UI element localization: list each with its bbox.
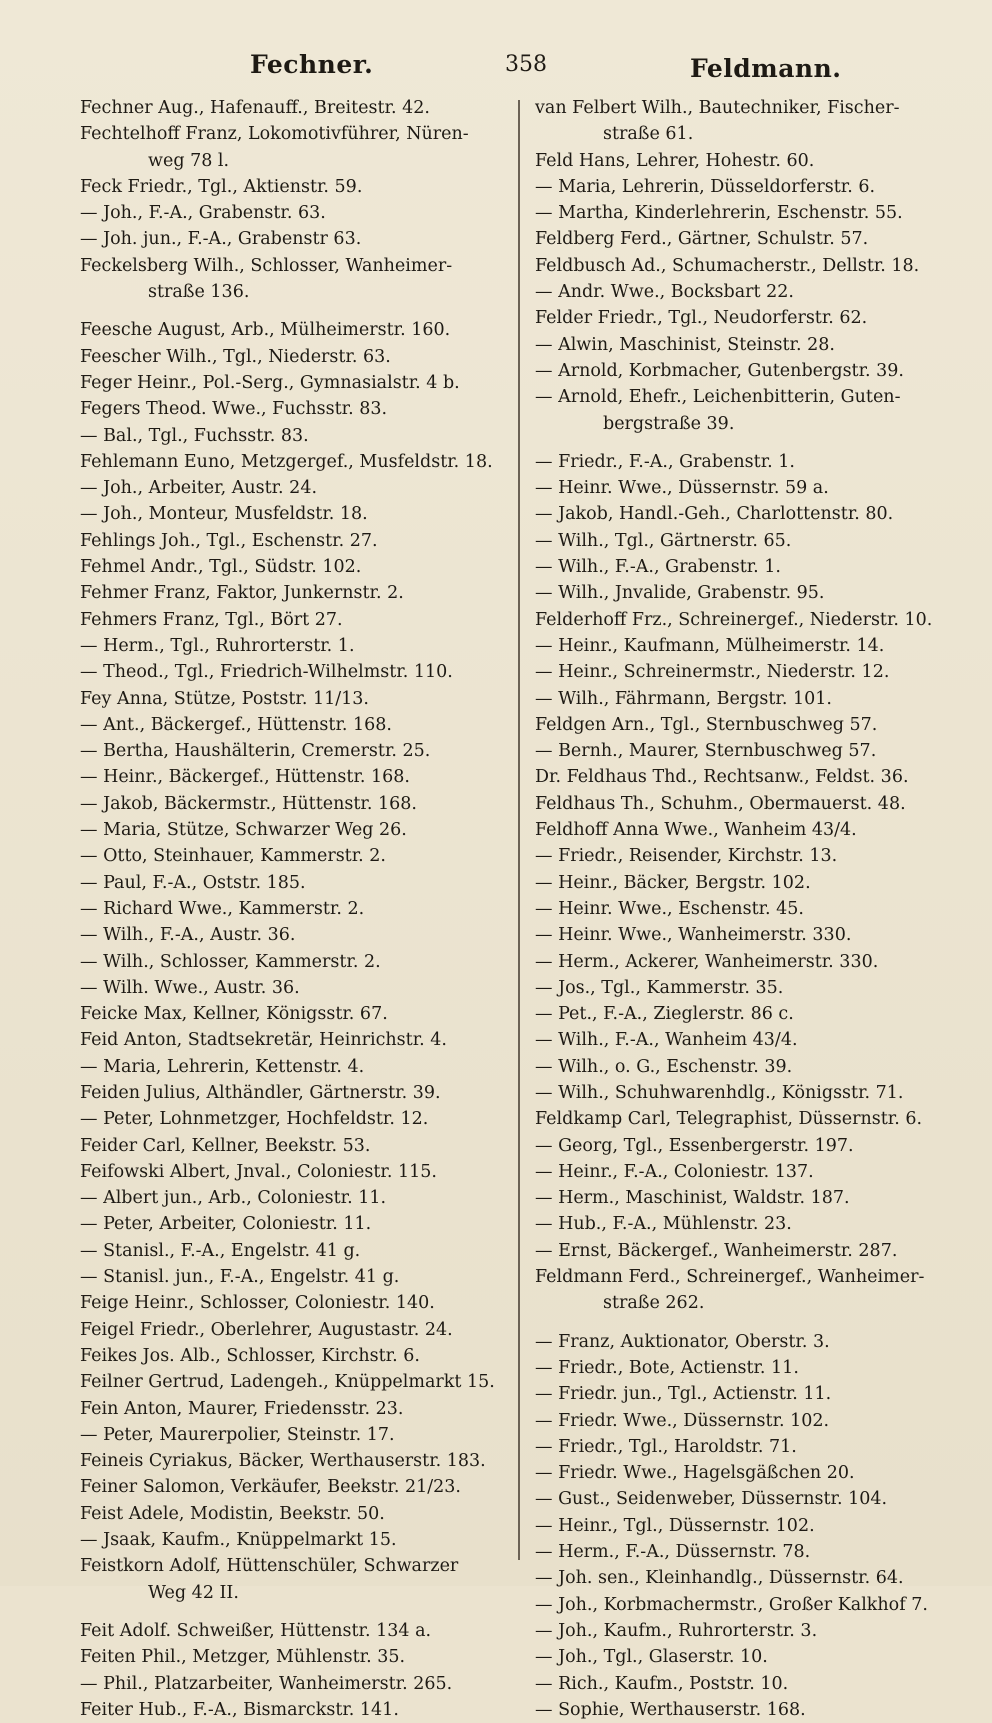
directory-entry: — Joh., Arbeiter, Austr. 24. bbox=[80, 478, 318, 499]
directory-entry: Felder Friedr., Tgl., Neudorferstr. 62. bbox=[535, 308, 868, 329]
directory-entry: Fehlings Joh., Tgl., Eschenstr. 27. bbox=[80, 530, 378, 551]
directory-entry-continuation: weg 78 l. bbox=[148, 150, 230, 171]
directory-entry: — Arnold, Korbmacher, Gutenbergstr. 39. bbox=[535, 360, 904, 381]
directory-entry: — Joh., Monteur, Musfeldstr. 18. bbox=[80, 504, 368, 525]
directory-entry: — Friedr., Tgl., Haroldstr. 71. bbox=[535, 1436, 797, 1457]
directory-entry-continuation: Weg 42 II. bbox=[148, 1582, 239, 1603]
directory-entry: Fein Anton, Maurer, Friedensstr. 23. bbox=[80, 1398, 404, 1419]
directory-entry: Feilner Gertrud, Ladengeh., Knüppelmarkt 15. bbox=[80, 1372, 495, 1393]
directory-entry: Feit Adolf. Schweißer, Hüttenstr. 134 a. bbox=[80, 1620, 432, 1641]
directory-entry: — Maria, Lehrerin, Düsseldorferstr. 6. bbox=[535, 176, 876, 197]
directory-entry: — Joh. sen., Kleinhandlg., Düssernstr. 64. bbox=[535, 1568, 904, 1589]
directory-entry: — Georg, Tgl., Essenbergerstr. 197. bbox=[535, 1135, 854, 1156]
directory-entry: — Bernh., Maurer, Sternbuschweg 57. bbox=[535, 741, 877, 762]
directory-entry: — Herm., Tgl., Ruhrorterstr. 1. bbox=[80, 635, 355, 656]
directory-entry: — Jakob, Bäckermstr., Hüttenstr. 168. bbox=[80, 793, 417, 814]
directory-entry: Feikes Jos. Alb., Schlosser, Kirchstr. 6. bbox=[80, 1345, 420, 1366]
directory-entry: — Ernst, Bäckergef., Wanheimerstr. 287. bbox=[535, 1240, 898, 1261]
right-column bbox=[535, 95, 967, 1720]
directory-entry: Feid Anton, Stadtsekretär, Heinrichstr. 4. bbox=[80, 1030, 447, 1051]
directory-entry: Feldmann Ferd., Schreinergef., Wanheimer- bbox=[535, 1267, 925, 1288]
directory-entry: — Heinr., Tgl., Düssernstr. 102. bbox=[535, 1515, 815, 1536]
directory-entry: Feesche August, Arb., Mülheimerstr. 160. bbox=[80, 320, 451, 341]
directory-entry: van Felbert Wilh., Bautechniker, Fischer- bbox=[535, 98, 900, 118]
directory-entry: — Jos., Tgl., Kammerstr. 35. bbox=[535, 977, 784, 998]
directory-entry: — Heinr. Wwe., Wanheimerstr. 330. bbox=[535, 925, 852, 946]
directory-entry: — Wilh., Jnvalide, Grabenstr. 95. bbox=[535, 583, 825, 604]
directory-entry: Fehmers Franz, Tgl., Bört 27. bbox=[80, 609, 343, 630]
header-left-keyword: Fechner. bbox=[250, 50, 374, 79]
directory-entry: Feld Hans, Lehrer, Hohestr. 60. bbox=[535, 150, 815, 171]
directory-entry: — Franz, Auktionator, Oberstr. 3. bbox=[535, 1331, 830, 1352]
directory-entry: — Herm., Ackerer, Wanheimerstr. 330. bbox=[535, 951, 879, 972]
directory-entry: — Bal., Tgl., Fuchsstr. 83. bbox=[80, 425, 309, 446]
directory-entry: — Friedr., F.-A., Grabenstr. 1. bbox=[535, 451, 795, 472]
directory-entry-continuation: straße 136. bbox=[148, 282, 250, 303]
entry-gap bbox=[80, 1606, 512, 1618]
directory-entry: — Peter, Lohnmetzger, Hochfeldstr. 12. bbox=[80, 1109, 429, 1130]
directory-entry: — Pet., F.-A., Zieglerstr. 86 c. bbox=[535, 1004, 794, 1025]
directory-entry: Feicke Max, Kellner, Königsstr. 67. bbox=[80, 1004, 388, 1025]
entry-gap bbox=[535, 437, 967, 449]
directory-entry: — Rich., Kaufm., Poststr. 10. bbox=[535, 1673, 789, 1694]
directory-entry: — Jsaak, Kaufm., Knüppelmarkt 15. bbox=[80, 1530, 397, 1551]
directory-entry: — Stanisl. jun., F.-A., Engelstr. 41 g. bbox=[80, 1267, 400, 1288]
directory-entry: Feiden Julius, Althändler, Gärtnerstr. 39. bbox=[80, 1082, 441, 1103]
directory-entry: — Phil., Platzarbeiter, Wanheimerstr. 265. bbox=[80, 1673, 453, 1694]
directory-entry: Feiter Hub., F.-A., Bismarckstr. 141. bbox=[80, 1699, 399, 1720]
directory-entry: — Joh., Tgl., Glaserstr. 10. bbox=[535, 1647, 768, 1668]
directory-entry: Feldbusch Ad., Schumacherstr., Dellstr. 18. bbox=[535, 255, 920, 276]
directory-entry: Felderhoff Frz., Schreinergef., Niederstr. 10. bbox=[535, 609, 933, 630]
directory-entry: — Wilh. Wwe., Austr. 36. bbox=[80, 977, 300, 998]
directory-entry: — Gust., Seidenweber, Düssernstr. 104. bbox=[535, 1489, 888, 1510]
directory-entry: — Andr. Wwe., Bocksbart 22. bbox=[535, 282, 794, 303]
directory-entry: Feigel Friedr., Oberlehrer, Augustastr. 24. bbox=[80, 1319, 453, 1340]
directory-entry: — Heinr. Wwe., Düssernstr. 59 a. bbox=[535, 478, 829, 499]
directory-entry: Fechtelhoff Franz, Lokomotivführer, Nüren- bbox=[80, 124, 469, 145]
directory-entry: Feldhoff Anna Wwe., Wanheim 43/4. bbox=[535, 820, 857, 841]
directory-entry: — Stanisl., F.-A., Engelstr. 41 g. bbox=[80, 1240, 361, 1261]
directory-entry: Feldkamp Carl, Telegraphist, Düssernstr. 6. bbox=[535, 1109, 923, 1130]
directory-entry: — Paul, F.-A., Oststr. 185. bbox=[80, 872, 306, 893]
directory-entry: — Maria, Lehrerin, Kettenstr. 4. bbox=[80, 1056, 365, 1077]
directory-entry-continuation: straße 262. bbox=[603, 1293, 705, 1314]
directory-entry: — Heinr. Wwe., Eschenstr. 45. bbox=[535, 898, 804, 919]
directory-entry: Feldgen Arn., Tgl., Sternbuschweg 57. bbox=[535, 714, 878, 735]
directory-entry: — Theod., Tgl., Friedrich-Wilhelmstr. 110. bbox=[80, 662, 453, 683]
directory-entry: Fehlemann Euno, Metzgergef., Musfeldstr. 18. bbox=[80, 451, 493, 472]
directory-entry: — Heinr., Schreinermstr., Niederstr. 12. bbox=[535, 662, 890, 683]
directory-entry: — Wilh., F.-A., Wanheim 43/4. bbox=[535, 1030, 798, 1051]
directory-entry: Feider Carl, Kellner, Beekstr. 53. bbox=[80, 1135, 371, 1156]
directory-entry: Feiner Salomon, Verkäufer, Beekstr. 21/23. bbox=[80, 1477, 461, 1498]
directory-entry: — Peter, Arbeiter, Coloniestr. 11. bbox=[80, 1214, 372, 1235]
directory-entry: — Joh., Korbmachermstr., Großer Kalkhof 7. bbox=[535, 1594, 928, 1615]
directory-entry: — Hub., F.-A., Mühlenstr. 23. bbox=[535, 1214, 792, 1235]
directory-entry: Fehmer Franz, Faktor, Junkernstr. 2. bbox=[80, 583, 404, 604]
directory-entry: — Friedr., Reisender, Kirchstr. 13. bbox=[535, 846, 838, 867]
directory-entry: Feckelsberg Wilh., Schlosser, Wanheimer- bbox=[80, 255, 453, 276]
directory-entry: — Friedr. jun., Tgl., Actienstr. 11. bbox=[535, 1384, 832, 1405]
directory-entry: — Heinr., Bäckergef., Hüttenstr. 168. bbox=[80, 767, 410, 788]
directory-entry-continuation: straße 61. bbox=[603, 124, 694, 145]
directory-entry: — Heinr., F.-A., Coloniestr. 137. bbox=[535, 1161, 814, 1182]
directory-entry: — Richard Wwe., Kammerstr. 2. bbox=[80, 898, 365, 919]
directory-entry: Feldberg Ferd., Gärtner, Schulstr. 57. bbox=[535, 229, 869, 250]
directory-entry: — Wilh., o. G., Eschenstr. 39. bbox=[535, 1056, 793, 1077]
directory-entry: — Ant., Bäckergef., Hüttenstr. 168. bbox=[80, 714, 392, 735]
column-divider bbox=[518, 100, 520, 1560]
directory-entry: — Peter, Maurerpolier, Steinstr. 17. bbox=[80, 1424, 395, 1445]
directory-entry: — Maria, Stütze, Schwarzer Weg 26. bbox=[80, 820, 407, 841]
directory-entry: — Jakob, Handl.-Geh., Charlottenstr. 80. bbox=[535, 504, 894, 525]
directory-entry: — Wilh., Fährmann, Bergstr. 101. bbox=[535, 688, 832, 709]
directory-entry: — Joh. jun., F.-A., Grabenstr 63. bbox=[80, 229, 362, 250]
directory-entry: Fechner Aug., Hafenauff., Breitestr. 42. bbox=[80, 98, 430, 118]
directory-entry: — Bertha, Haushälterin, Cremerstr. 25. bbox=[80, 741, 431, 762]
directory-entry: — Friedr. Wwe., Düssernstr. 102. bbox=[535, 1410, 830, 1431]
header-right-keyword: Feldmann. bbox=[690, 54, 842, 83]
directory-entry: Feige Heinr., Schlosser, Coloniestr. 140. bbox=[80, 1293, 435, 1314]
directory-entry: — Wilh., Tgl., Gärtnerstr. 65. bbox=[535, 530, 792, 551]
directory-entry: — Heinr., Kaufmann, Mülheimerstr. 14. bbox=[535, 635, 885, 656]
directory-entry: — Heinr., Bäcker, Bergstr. 102. bbox=[535, 872, 811, 893]
directory-entry: — Wilh., Schuhwarenhdlg., Königsstr. 71. bbox=[535, 1082, 904, 1103]
directory-entry: Feescher Wilh., Tgl., Niederstr. 63. bbox=[80, 346, 391, 367]
entry-gap bbox=[535, 1317, 967, 1329]
entry-gap bbox=[80, 305, 512, 317]
directory-entry: — Wilh., F.-A., Austr. 36. bbox=[80, 925, 296, 946]
directory-entry: Fehmel Andr., Tgl., Südstr. 102. bbox=[80, 557, 362, 578]
directory-entry: Feineis Cyriakus, Bäcker, Werthauserstr. 183. bbox=[80, 1451, 486, 1472]
directory-entry: — Herm., Maschinist, Waldstr. 187. bbox=[535, 1188, 850, 1209]
left-column bbox=[80, 95, 512, 1720]
directory-entry: — Sophie, Werthauserstr. 168. bbox=[535, 1699, 806, 1720]
directory-entry: Fegers Theod. Wwe., Fuchsstr. 83. bbox=[80, 399, 388, 420]
directory-entry: Dr. Feldhaus Thd., Rechtsanw., Feldst. 36. bbox=[535, 767, 909, 788]
directory-entry: — Alwin, Maschinist, Steinstr. 28. bbox=[535, 334, 835, 355]
directory-entry: — Albert jun., Arb., Coloniestr. 11. bbox=[80, 1188, 387, 1209]
directory-entry: — Joh., F.-A., Grabenstr. 63. bbox=[80, 203, 326, 224]
directory-entry: — Otto, Steinhauer, Kammerstr. 2. bbox=[80, 846, 386, 867]
directory-entry: — Joh., Kaufm., Ruhrorterstr. 3. bbox=[535, 1620, 818, 1641]
page-header bbox=[0, 42, 992, 92]
directory-entry: — Friedr. Wwe., Hagelsgäßchen 20. bbox=[535, 1463, 855, 1484]
directory-entry-continuation: bergstraße 39. bbox=[603, 413, 735, 434]
page-number: 358 bbox=[505, 52, 547, 77]
directory-entry: Feist Adele, Modistin, Beekstr. 50. bbox=[80, 1503, 385, 1524]
directory-entry: Feldhaus Th., Schuhm., Obermauerst. 48. bbox=[535, 793, 906, 814]
directory-entry: Feiten Phil., Metzger, Mühlenstr. 35. bbox=[80, 1647, 406, 1668]
directory-entry: — Herm., F.-A., Düssernstr. 78. bbox=[535, 1542, 811, 1563]
directory-entry: Feger Heinr., Pol.-Serg., Gymnasialstr. 4 b. bbox=[80, 372, 460, 393]
directory-entry: Feck Friedr., Tgl., Aktienstr. 59. bbox=[80, 176, 363, 197]
directory-entry: Feifowski Albert, Jnval., Coloniestr. 115. bbox=[80, 1161, 437, 1182]
directory-entry: Fey Anna, Stütze, Poststr. 11/13. bbox=[80, 688, 369, 709]
directory-entry: — Wilh., F.-A., Grabenstr. 1. bbox=[535, 557, 781, 578]
directory-entry: Feistkorn Adolf, Hüttenschüler, Schwarzer bbox=[80, 1556, 459, 1577]
directory-entry: — Wilh., Schlosser, Kammerstr. 2. bbox=[80, 951, 381, 972]
directory-entry: — Arnold, Ehefr., Leichenbitterin, Guten- bbox=[535, 387, 901, 408]
directory-entry: — Martha, Kinderlehrerin, Eschenstr. 55. bbox=[535, 203, 903, 224]
directory-entry: — Friedr., Bote, Actienstr. 11. bbox=[535, 1357, 799, 1378]
